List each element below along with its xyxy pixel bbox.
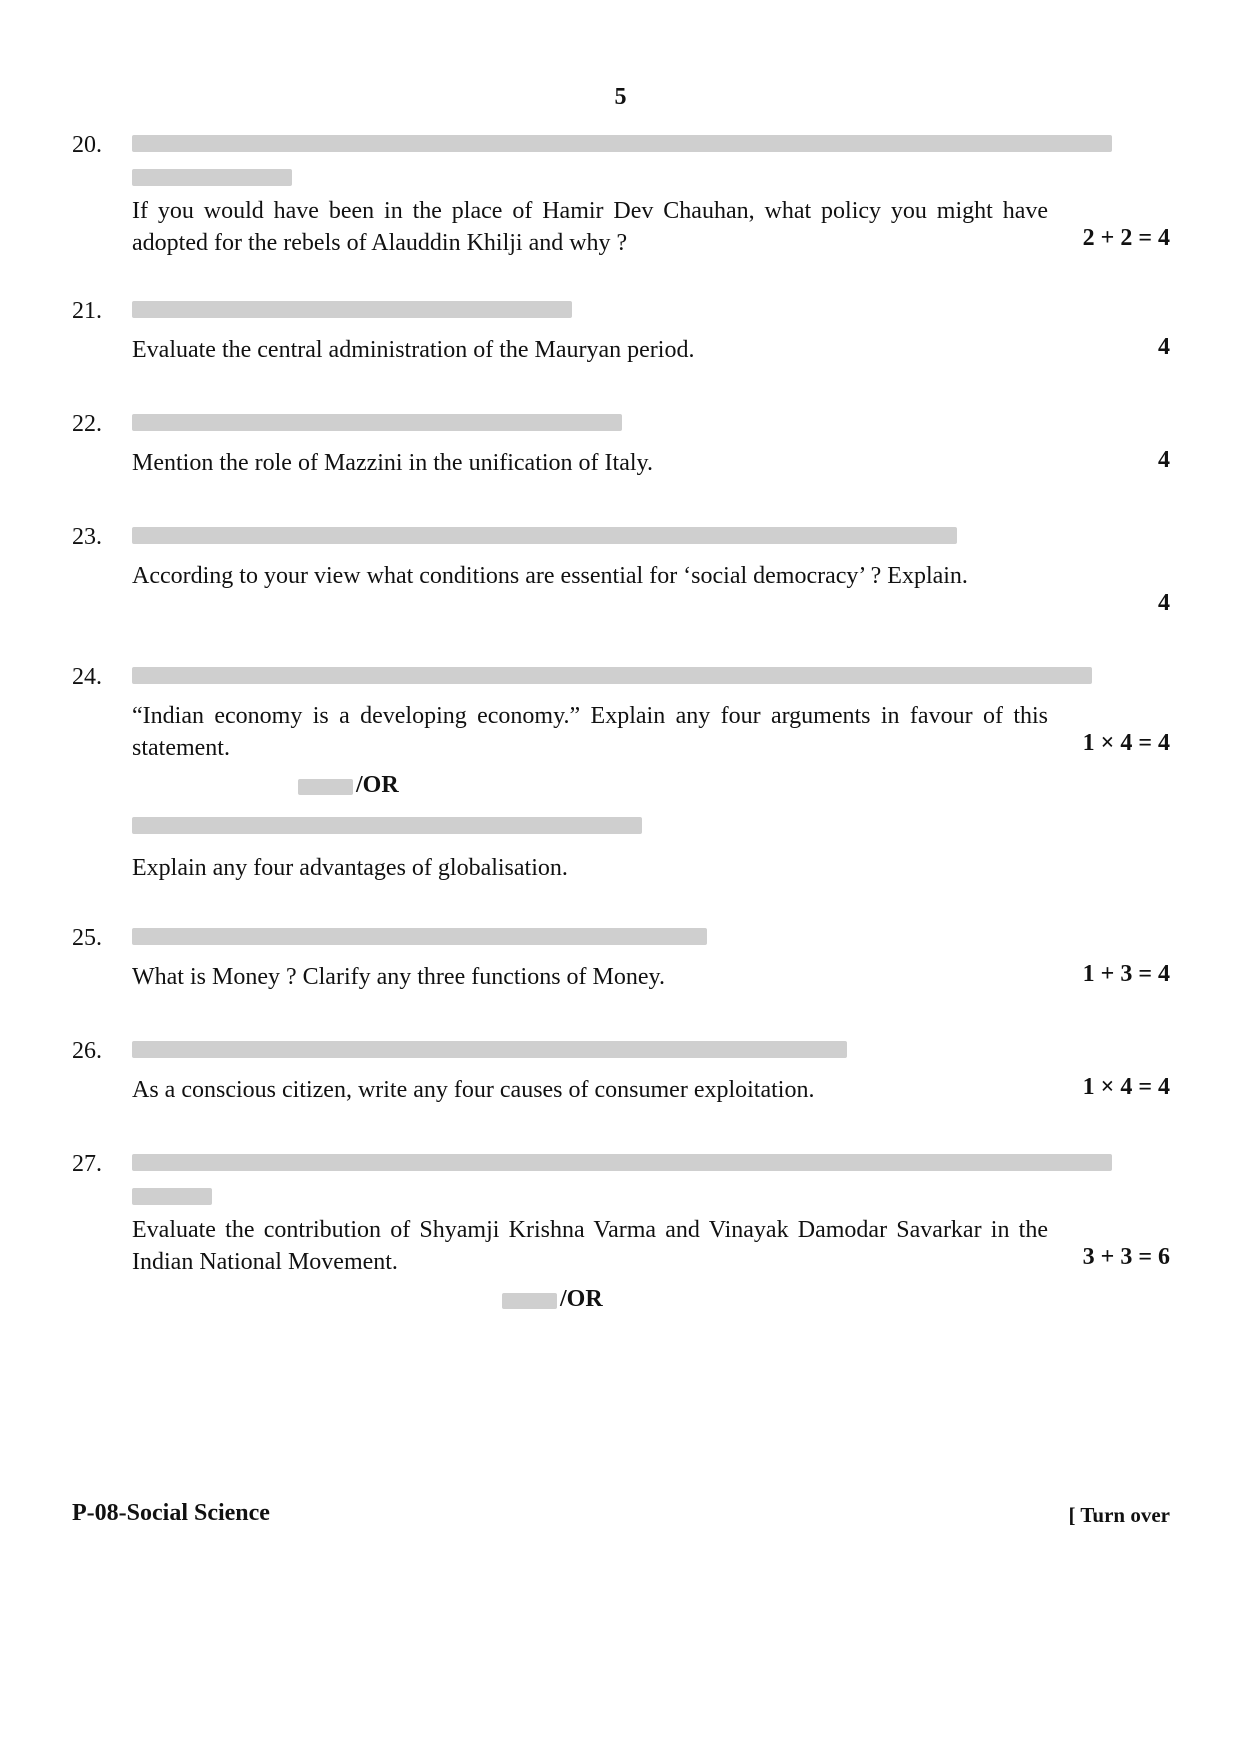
page-number: 5 xyxy=(614,84,627,110)
question-26 xyxy=(72,1038,1170,1108)
marks: 1 × 4 = 4 xyxy=(1082,730,1170,756)
marks: 1 + 3 = 4 xyxy=(1082,961,1170,987)
hindi-text-bar xyxy=(132,817,642,834)
hindi-text-bar xyxy=(132,301,572,318)
alt-english-text: Explain any four advantages of globalisation. xyxy=(132,855,568,881)
english-text: What is Money ? Clarify any three functions of Money. xyxy=(132,964,665,990)
turn-over-label: [ Turn over xyxy=(1068,1503,1170,1527)
paper-code: P-08-Social Science xyxy=(72,1500,270,1526)
hindi-line xyxy=(132,1032,847,1066)
question-25 xyxy=(72,925,1170,995)
alt-hindi-line xyxy=(132,808,642,842)
hindi-line xyxy=(132,1179,222,1213)
question-number: 20. xyxy=(72,132,102,158)
hindi-line xyxy=(132,658,1092,692)
hindi-text-bar xyxy=(132,414,622,431)
hindi-text-bar xyxy=(132,667,1092,684)
hindi-line xyxy=(132,405,622,439)
question-21 xyxy=(72,298,1170,368)
english-text: If you would have been in the place of Hamir Dev Chauhan, what policy you might have adopted for the rebels of Alauddin Khilji and why ? xyxy=(132,198,1048,256)
question-23 xyxy=(72,524,1170,636)
marks: 2 + 2 = 4 xyxy=(1082,225,1170,251)
question-24 xyxy=(72,664,1170,894)
hindi-text-bar xyxy=(132,928,707,945)
question-number: 21. xyxy=(72,298,102,324)
or-label: /OR xyxy=(356,772,399,798)
question-number: 25. xyxy=(72,925,102,951)
hindi-text-bar xyxy=(132,135,1112,152)
marks: 4 xyxy=(1158,334,1170,360)
hindi-text-bar xyxy=(132,1188,212,1205)
marks: 1 × 4 = 4 xyxy=(1082,1074,1170,1100)
question-number: 22. xyxy=(72,411,102,437)
question-number: 27. xyxy=(72,1151,102,1177)
or-separator xyxy=(298,772,399,799)
hindi-line xyxy=(132,126,1112,160)
marks: 3 + 3 = 6 xyxy=(1082,1244,1170,1270)
hindi-text-bar xyxy=(132,1041,847,1058)
marks: 4 xyxy=(1158,447,1170,473)
hindi-text-bar xyxy=(132,1154,1112,1171)
hindi-line xyxy=(132,518,957,552)
hindi-text-bar xyxy=(132,527,957,544)
hindi-line xyxy=(132,160,312,194)
english-text: According to your view what conditions are essential for ‘social democracy’ ? Explain. xyxy=(132,563,968,589)
or-label: /OR xyxy=(560,1286,603,1312)
english-text: As a conscious citizen, write any four causes of consumer exploitation. xyxy=(132,1077,815,1103)
hindi-text-bar xyxy=(132,169,292,186)
english-text: Mention the role of Mazzini in the unification of Italy. xyxy=(132,450,653,476)
question-20 xyxy=(72,132,1170,260)
question-27 xyxy=(72,1151,1170,1331)
english-text: “Indian economy is a developing economy.” Explain any four arguments in favour of this statement. xyxy=(132,703,1048,761)
question-number: 24. xyxy=(72,664,102,690)
hindi-line xyxy=(132,919,707,953)
question-number: 26. xyxy=(72,1038,102,1064)
or-hindi-bar xyxy=(298,779,353,795)
hindi-line xyxy=(132,1145,1112,1179)
hindi-line xyxy=(132,292,572,326)
or-hindi-bar xyxy=(502,1293,557,1309)
question-number: 23. xyxy=(72,524,102,550)
marks: 4 xyxy=(1158,590,1170,616)
english-text: Evaluate the central administration of the Mauryan period. xyxy=(132,337,695,363)
question-22 xyxy=(72,411,1170,481)
english-text: Evaluate the contribution of Shyamji Krishna Varma and Vinayak Damodar Savarkar in the Indian National Movement. xyxy=(132,1217,1048,1275)
or-separator xyxy=(502,1286,603,1313)
